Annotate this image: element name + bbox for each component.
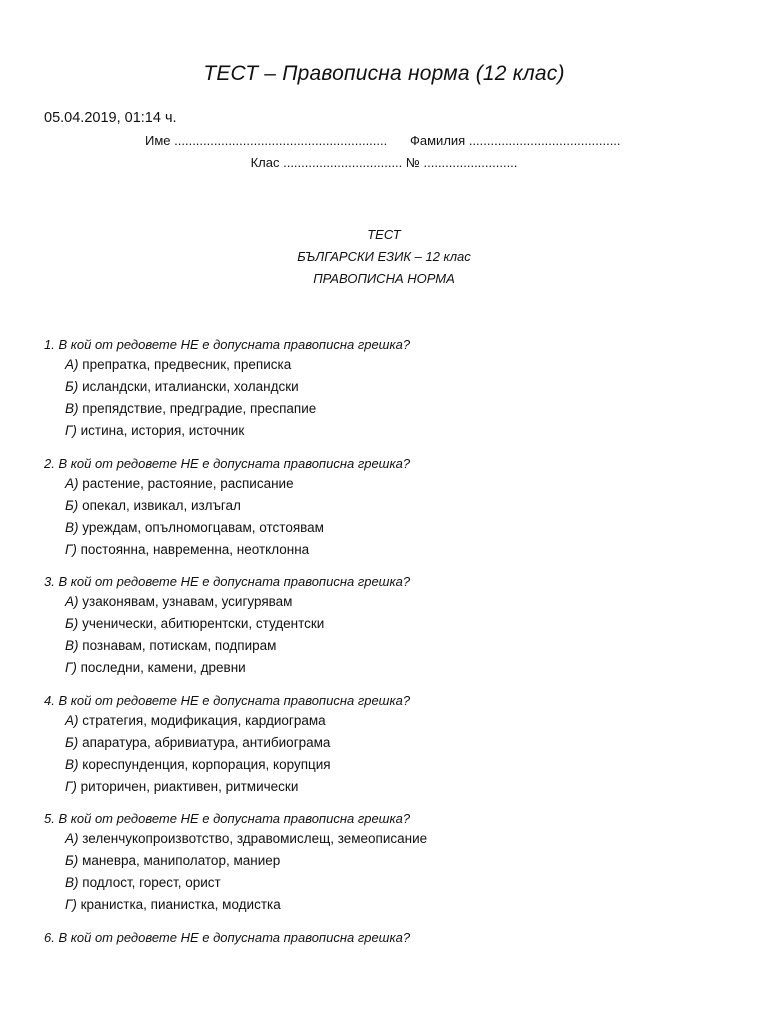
- answer-letter: В): [65, 401, 79, 416]
- question-list: [44, 336, 744, 959]
- answer-option: [44, 473, 744, 495]
- answer-text: риторичен, риактивен, ритмически: [80, 778, 299, 794]
- answer-letter: В): [65, 638, 79, 653]
- answer-option: [44, 613, 744, 635]
- answer-option: [44, 872, 744, 894]
- answer-letter: Г): [65, 778, 77, 794]
- class-label: Клас: [250, 155, 280, 170]
- answer-letter: Г): [65, 660, 77, 675]
- answer-letter: В): [65, 756, 79, 772]
- answer-text: истина, история, источник: [80, 423, 245, 438]
- page-title: ТЕСТ – Правописна норма (12 клас): [203, 62, 565, 85]
- answer-option: [44, 420, 744, 442]
- answer-letter: Б): [65, 616, 79, 631]
- test-heading: [0, 224, 768, 290]
- answer-text: узаконявам, узнавам, усигурявам: [82, 594, 293, 609]
- answer-letter: А): [65, 594, 79, 609]
- timestamp: 05.04.2019, 01:14 ч.: [44, 110, 177, 126]
- answer-letter: Г): [65, 897, 77, 912]
- answer-letter: А): [65, 475, 79, 491]
- answer-option: [44, 539, 744, 561]
- name-label: Име: [145, 133, 171, 148]
- question-text: 3. В кой от редовете НЕ е допусната правописна грешка?: [44, 574, 411, 589]
- question-text: 1. В кой от редовете НЕ е допусната правописна грешка?: [44, 337, 411, 352]
- answer-text: стратегия, модификация, кардиограма: [82, 712, 326, 728]
- number-blank: ..........................: [423, 155, 518, 170]
- heading-line-topic: ПРАВОПИСНА НОРМА: [313, 271, 455, 286]
- answer-option: [44, 850, 744, 872]
- answer-text: уреждам, опълномогцавам, отстоявам: [82, 519, 324, 535]
- answer-letter: Б): [65, 497, 79, 513]
- answer-text: маневра, маниполатор, маниер: [82, 853, 281, 868]
- answer-letter: В): [65, 519, 79, 535]
- answer-text: исландски, италиански, холандски: [82, 379, 299, 394]
- answer-option: [44, 517, 744, 539]
- answer-option: [44, 591, 744, 613]
- question-item: [44, 692, 744, 798]
- answer-option: [44, 657, 744, 679]
- answer-letter: Г): [65, 423, 77, 438]
- answer-letter: А): [65, 357, 79, 372]
- question-text: 4. В кой от редовете НЕ е допусната правописна грешка?: [44, 692, 411, 708]
- question-text: 5. В кой от редовете НЕ е допусната правописна грешка?: [44, 811, 411, 826]
- answer-option: [44, 710, 744, 732]
- class-blank: .................................: [283, 155, 403, 170]
- answer-text: препратка, предвесник, преписка: [82, 357, 292, 372]
- answer-option: [44, 894, 744, 916]
- question-text: 2. В кой от редовете НЕ е допусната правописна грешка?: [44, 455, 411, 471]
- surname-field: [410, 133, 621, 148]
- name-field: [145, 133, 387, 148]
- name-blank: ...........................................................: [174, 133, 388, 148]
- heading-line-test: ТЕСТ: [367, 227, 401, 242]
- answer-option: [44, 398, 744, 420]
- class-fields-row: [0, 155, 768, 170]
- answer-option: [44, 828, 744, 850]
- answer-text: кореспунденция, корпорация, корупция: [82, 756, 331, 772]
- question-item: [44, 929, 744, 947]
- answer-option: [44, 376, 744, 398]
- answer-letter: Б): [65, 734, 79, 750]
- answer-text: познавам, потискам, подпирам: [82, 638, 277, 653]
- answer-text: опекал, извикал, излъгал: [82, 497, 241, 513]
- answer-text: подлост, горест, орист: [82, 875, 221, 890]
- answer-option: [44, 754, 744, 776]
- answer-text: последни, камени, древни: [80, 660, 246, 675]
- answer-letter: Г): [65, 541, 77, 557]
- answer-text: кранистка, пианистка, модистка: [80, 897, 281, 912]
- answer-text: препядствие, предградие, преспапие: [82, 401, 317, 416]
- question-text: 6. В кой от редовете НЕ е допусната правописна грешка?: [44, 929, 411, 945]
- question-item: [44, 810, 744, 916]
- answer-option: [44, 732, 744, 754]
- question-item: [44, 573, 744, 679]
- answer-option: [44, 635, 744, 657]
- answer-option: [44, 776, 744, 798]
- number-label: №: [405, 155, 420, 170]
- answer-text: растение, растояние, расписание: [82, 475, 294, 491]
- answer-letter: В): [65, 875, 79, 890]
- answer-letter: А): [65, 831, 79, 846]
- answer-letter: Б): [65, 379, 79, 394]
- answer-text: апаратура, абривиатура, антибиограма: [82, 734, 331, 750]
- answer-option: [44, 495, 744, 517]
- answer-text: ученически, абитюрентски, студентски: [82, 616, 325, 631]
- answer-text: зеленчукопроизвотство, здравомислещ, земеописание: [82, 831, 428, 846]
- answer-letter: А): [65, 712, 79, 728]
- surname-label: Фамилия: [410, 133, 466, 148]
- question-item: [44, 336, 744, 442]
- question-item: [44, 455, 744, 561]
- answer-letter: Б): [65, 853, 79, 868]
- heading-line-subject: БЪЛГАРСКИ ЕЗИК – 12 клас: [297, 249, 471, 264]
- answer-option: [44, 354, 744, 376]
- surname-blank: ..........................................: [468, 133, 621, 148]
- answer-text: постоянна, навременна, неотклонна: [80, 541, 310, 557]
